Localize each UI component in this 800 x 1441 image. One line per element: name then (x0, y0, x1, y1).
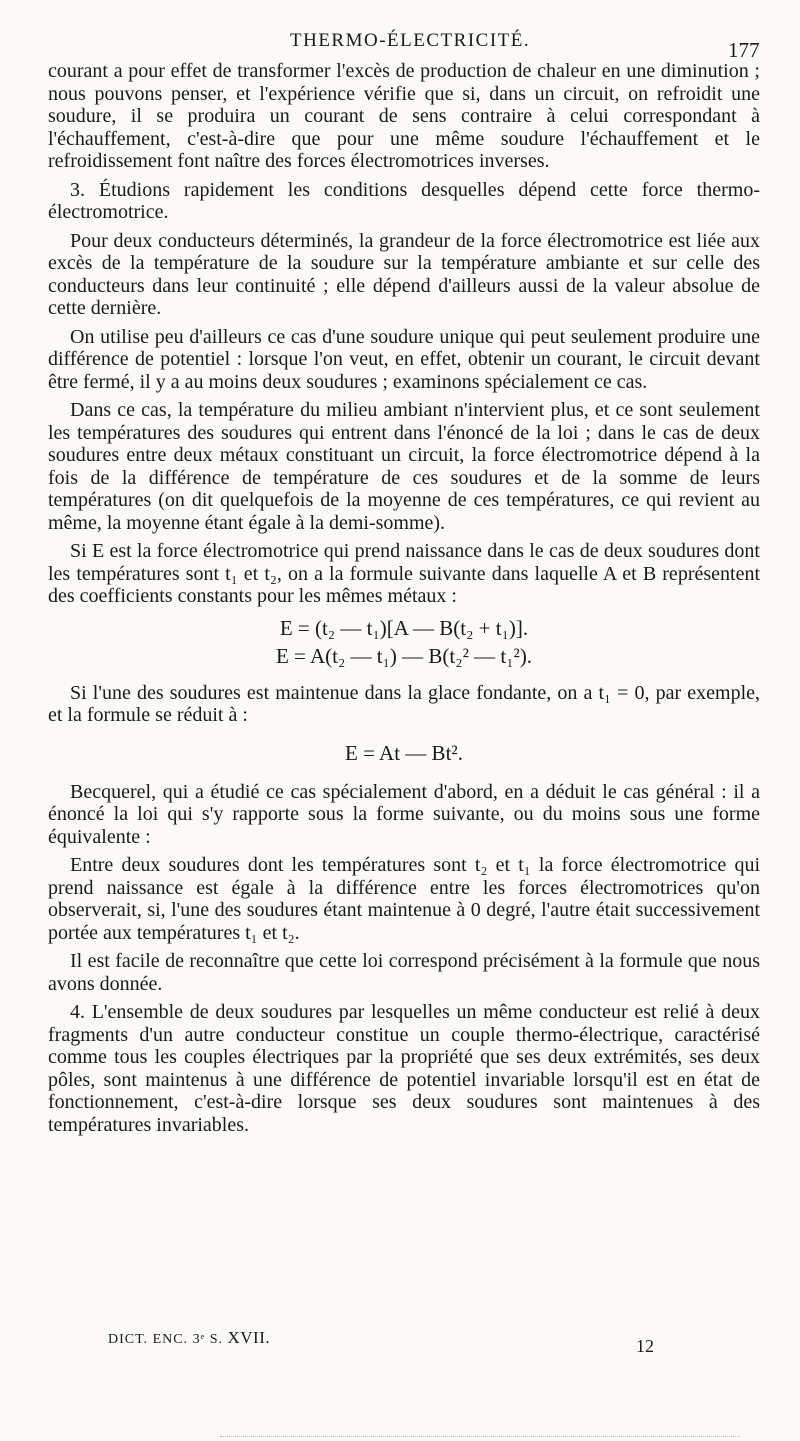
body-text (48, 60, 760, 1142)
printer-signature (108, 1328, 270, 1348)
page-header (0, 22, 800, 62)
sheet-number: 12 (636, 1336, 654, 1356)
formula: E = A(t₂ — t₁) — B(t₂² — t₁²). (275, 643, 533, 668)
paragraph: Si l'une des soudures est maintenue dans la glace fondante, on a t₁ = 0, par exemple, et la formule se réduit à : (48, 681, 760, 726)
paragraph: On utilise peu d'ailleurs ce cas d'une soudure unique qui peut seulement produire une différence de potentiel : lorsque l'on veut, en effet, obtenir un courant, le circuit devant être fermé, il y a au moins deux soudures ; examinons spécialement ce cas. (48, 325, 760, 393)
paragraph: courant a pour effet de transformer l'excès de production de chaleur en une diminution ; nous pouvons penser, et l'expérience vérifie que si, dans un circuit, on refroidit une soudure, il se produira un courant de sens contraire à celui correspondant à l'échauffement, c'est-à-dire que pour une même soudure l'échauffement et le refroidissement font naître des forces électromotrices inverses. (48, 60, 760, 172)
scan-specks (220, 1436, 740, 1439)
paragraph: 4. L'ensemble de deux soudures par lesquelles un même conducteur est relié à deux fragments d'un autre conducteur constitue un couple thermo-électrique, caractérisé comme tous les couples électriques par la propriété que ses deux extrémités, ses deux pôles, sont maintenus à une différence de potentiel invariable lorsqu'il est en état de fonctionnement, c'est-à-dire lorsque ses deux soudures sont maintenues à des températures invariables. (48, 1001, 760, 1136)
paragraph: Il est facile de reconnaître que cette loi correspond précisément à la formule que nous avons donnée. (48, 950, 760, 995)
paragraph: Dans ce cas, la température du milieu ambiant n'intervient plus, et ce sont seulement les températures des soudures qui entrent dans l'énoncé de la loi ; dans le cas de deux soudures entre deux métaux constituant un circuit, la force électromotrice dépend à la fois de la différence de température de ces soudures et de la somme de leurs températures (on dit quelquefois de la moyenne de ces températures, ce qui revient au même, la moyenne étant égale à la demi-somme). (48, 399, 760, 534)
paragraph: Pour deux conducteurs déterminés, la grandeur de la force électromotrice est liée aux excès de la température de la soudure sur la température ambiante et sur celle des conducteurs dans leur continuité ; elle dépend d'ailleurs aussi de la valeur absolue de cette dernière. (48, 229, 760, 319)
paragraph: Si E est la force électromotrice qui prend naissance dans le cas de deux soudures dont les températures sont t₁ et t₂, on a la formule suivante dans laquelle A et B représentent des coefficients constants pour les mêmes métaux : (48, 540, 760, 607)
volume-number: XVII. (227, 1328, 271, 1347)
page-footer (0, 1324, 800, 1374)
page-number: 177 (728, 38, 760, 62)
formula: E = (t₂ — t₁)[A — B(t₂ + t₁)]. (279, 615, 529, 640)
running-title: THERMO-ÉLECTRICITÉ. (290, 30, 531, 51)
paragraph: Becquerel, qui a étudié ce cas spécialement d'abord, en a déduit le cas général : il a énoncé la loi qui s'y rapporte sous la forme suivante, ou du moins sous une forme équivalente : (48, 780, 760, 848)
formula: E = At — Bt². (345, 740, 463, 765)
paragraph: Entre deux soudures dont les températures sont t₂ et t₁ la force électromotrice qui prend naissance est égale à la différence entre les forces électromotrices qu'on observerait, si, l'une des soudures étant maintenue à 0 degré, l'autre était successivement portée aux températures t₁ et t₂. (48, 854, 760, 944)
paragraph: 3. Étudions rapidement les conditions desquelles dépend cette force thermo-électromotrice. (48, 178, 760, 223)
signature-label: DICT. ENC. 3ᵉ S. (108, 1332, 223, 1347)
